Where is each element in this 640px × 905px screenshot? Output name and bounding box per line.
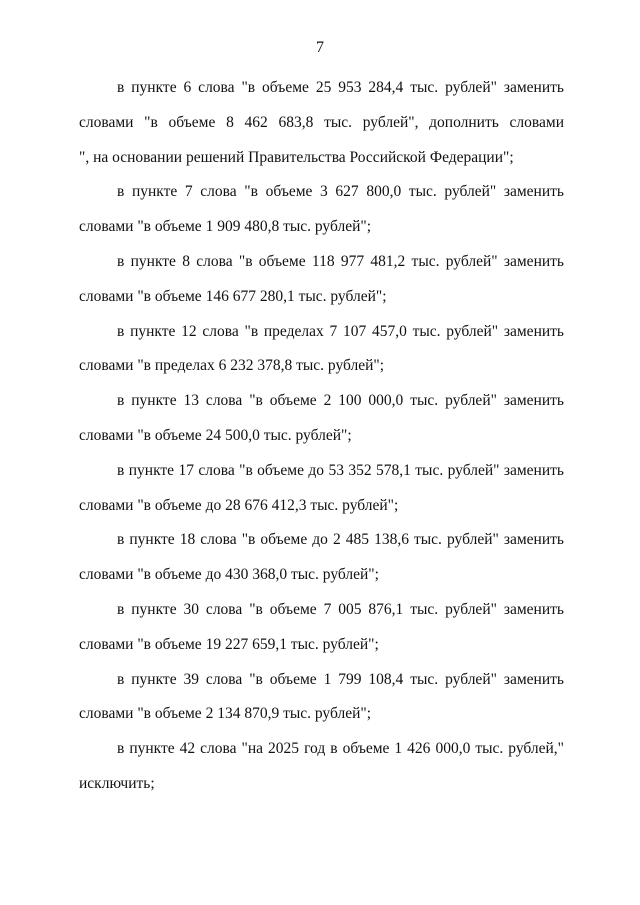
paragraph-line: в пункте 30 слова "в объеме 7 005 876,1 тыс. рублей" заменить	[117, 600, 564, 618]
paragraph-line: в пункте 18 слова "в объеме до 2 485 138,6 тыс. рублей" заменить	[117, 531, 564, 549]
paragraph-item-13	[79, 384, 564, 454]
document-body	[79, 71, 564, 802]
paragraph-line: в пункте 7 слова "в объеме 3 627 800,0 тыс. рублей" заменить	[117, 183, 564, 201]
paragraph-line: словами "в объеме 1 909 480,8 тыс. рублей";	[79, 218, 372, 236]
paragraph-line: словами "в пределах 6 232 378,8 тыс. рублей";	[79, 357, 385, 375]
paragraph-line: словами "в объеме до 430 368,0 тыс. рублей";	[79, 566, 379, 584]
paragraph-item-39	[79, 663, 564, 733]
paragraph-line: в пункте 39 слова "в объеме 1 799 108,4 тыс. рублей" заменить	[117, 670, 564, 688]
paragraph-line: словами "в объеме до 28 676 412,3 тыс. рублей";	[79, 496, 399, 514]
paragraph-item-42	[79, 732, 564, 802]
paragraph-line: в пункте 17 слова "в объеме до 53 352 578,1 тыс. рублей" заменить	[117, 461, 564, 479]
paragraph-item-7	[79, 175, 564, 245]
paragraph-line: исключить;	[79, 774, 155, 792]
paragraph-line: в пункте 12 слова "в пределах 7 107 457,0 тыс. рублей" заменить	[117, 322, 564, 340]
paragraph-item-8	[79, 245, 564, 315]
paragraph-line: словами "в объеме 19 227 659,1 тыс. рублей";	[79, 635, 379, 653]
paragraph-item-17	[79, 454, 564, 524]
paragraph-line: в пункте 8 слова "в объеме 118 977 481,2 тыс. рублей" заменить	[117, 252, 564, 270]
paragraph-item-30	[79, 593, 564, 663]
paragraph-line: словами "в объеме 24 500,0 тыс. рублей";	[79, 426, 352, 444]
page-number: 7	[316, 39, 324, 56]
paragraph-line: словами "в объеме 146 677 280,1 тыс. рублей";	[79, 287, 387, 305]
paragraph-item-12	[79, 315, 564, 385]
paragraph-item-18	[79, 523, 564, 593]
paragraph-line: словами "в объеме 2 134 870,9 тыс. рублей";	[79, 705, 372, 723]
paragraph-line: в пункте 13 слова "в объеме 2 100 000,0 тыс. рублей" заменить	[117, 392, 564, 410]
paragraph-line: словами "в объеме 8 462 683,8 тыс. рублей", дополнить словами	[79, 113, 564, 131]
paragraph-item-6	[79, 71, 564, 175]
paragraph-line: в пункте 6 слова "в объеме 25 953 284,4 тыс. рублей" заменить	[117, 79, 564, 96]
paragraph-line: в пункте 42 слова "на 2025 год в объеме 1 426 000,0 тыс. рублей,"	[117, 740, 564, 758]
paragraph-line: ", на основании решений Правительства Российской Федерации";	[79, 148, 514, 166]
